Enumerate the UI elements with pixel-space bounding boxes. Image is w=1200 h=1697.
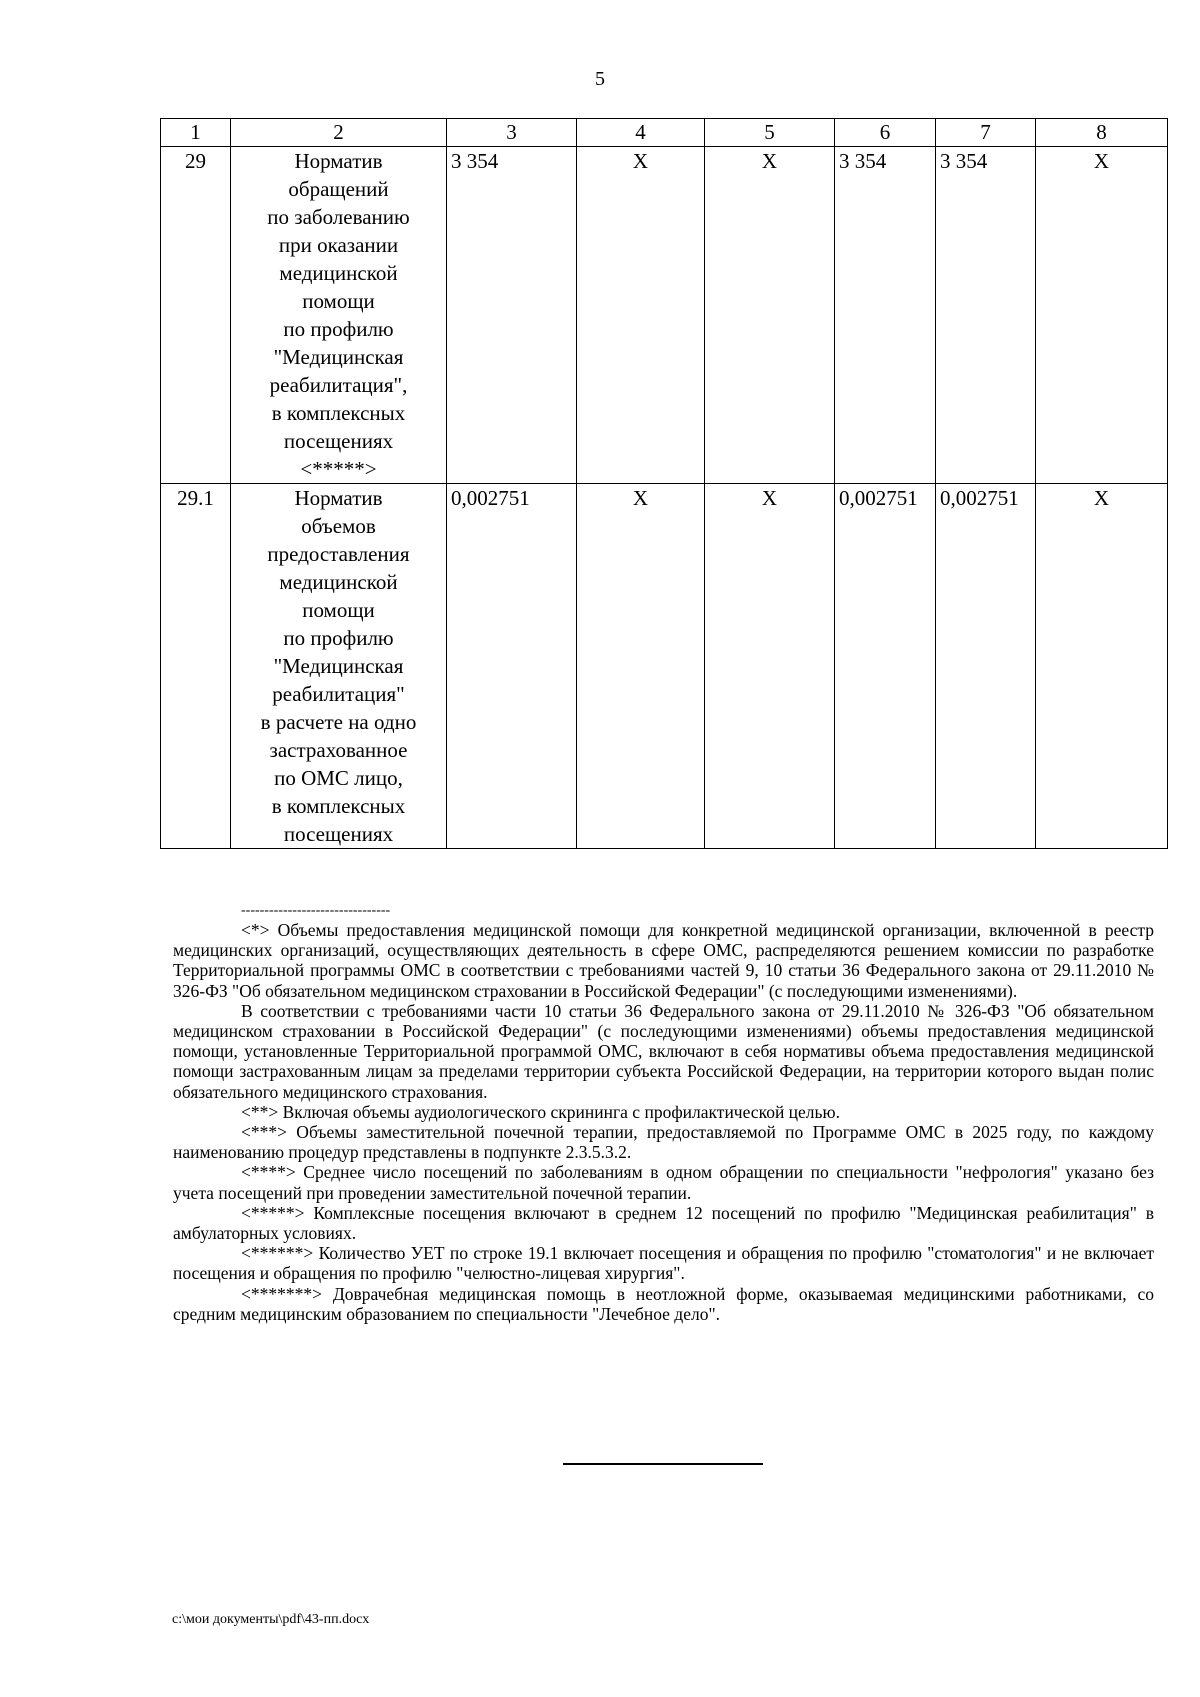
cell-col-6: 0,002751	[835, 484, 936, 849]
name-line: обращений	[288, 177, 389, 201]
name-line: медицинской	[279, 261, 398, 285]
cell-col-8: X	[1036, 484, 1168, 849]
row-number: 29.1	[161, 484, 231, 849]
header-col-4: 4	[577, 119, 705, 147]
name-line: по ОМС лицо,	[274, 766, 403, 790]
name-line: медицинской	[279, 570, 398, 594]
volumes-table	[160, 118, 1168, 849]
name-line: по профилю	[283, 317, 394, 341]
cell-col-5: X	[705, 147, 835, 484]
header-col-3: 3	[447, 119, 577, 147]
footnote-1: <*> Объемы предоставления медицинской помощи для конкретной медицинской организации, включенной в реестр медицинских организаций, осуществляющих деятельность в сфере ОМС, распределяются решением комиссии по разработке Территориальной программы ОМС в соответствии с требованиями частей 9, 10 статьи 36 Федерального закона от 29.11.2010 № 326-ФЗ "Об обязательном медицинском страховании в Российской Федерации" (с последующими изменениями).	[173, 920, 1154, 1001]
cell-col-7: 0,002751	[936, 484, 1036, 849]
indicator-name	[231, 147, 447, 484]
name-line: в расчете на одно	[260, 710, 417, 734]
name-line: "Медицинская	[273, 345, 404, 369]
cell-col-4: X	[577, 147, 705, 484]
table-header-row	[161, 119, 1168, 147]
name-line: по профилю	[283, 626, 394, 650]
name-line: реабилитация"	[272, 682, 405, 706]
footnote-separator: --------------------------------	[241, 903, 391, 918]
cell-col-5: X	[705, 484, 835, 849]
cell-col-8: X	[1036, 147, 1168, 484]
cell-col-4: X	[577, 484, 705, 849]
name-line: по заболеванию	[267, 205, 410, 229]
header-col-5: 5	[705, 119, 835, 147]
name-line: при оказании	[278, 233, 399, 257]
header-col-1: 1	[161, 119, 231, 147]
name-line: посещениях	[283, 429, 394, 453]
indicator-name	[231, 484, 447, 849]
footnote-3: <***> Объемы заместительной почечной терапии, предоставляемой по Программе ОМС в 2025 году, по каждому наименованию процедур представлены в подпункте 2.3.5.3.2.	[173, 1122, 1154, 1163]
name-line: предоставления	[267, 542, 410, 566]
name-line: <*****>	[300, 457, 377, 481]
file-path: c:\мои документы\pdf\43-пп.docx	[172, 1612, 370, 1627]
name-line: объемов	[301, 514, 376, 538]
name-line: Норматив	[294, 486, 383, 510]
header-col-7: 7	[936, 119, 1036, 147]
name-line: реабилитация",	[269, 373, 408, 397]
footnote-2: <**> Включая объемы аудиологического скрининга с профилактической целью.	[241, 1101, 840, 1122]
name-line: в комплексных	[271, 401, 406, 425]
table-row	[161, 484, 1168, 849]
end-divider	[563, 1463, 763, 1465]
footnote-1-continued: В соответствии с требованиями части 10 статьи 36 Федерального закона от 29.11.2010 № 326-ФЗ "Об обязательном медицинском страховании в Российской Федерации" (с последующими изменениями) объемы предоставления медицинской помощи, установленные Территориальной программой ОМС, включают в себя нормативы объема предоставления медицинской помощи застрахованным лицам за пределами территории субъекта Российской Федерации, на территории которого выдан полис обязательного медицинского страхования.	[173, 1000, 1154, 1102]
cell-col-3: 0,002751	[447, 484, 577, 849]
header-col-8: 8	[1036, 119, 1168, 147]
table-row	[161, 147, 1168, 484]
footnotes	[173, 920, 1154, 1324]
cell-col-7: 3 354	[936, 147, 1036, 484]
footnote-7: <*******> Доврачебная медицинская помощь в неотложной форме, оказываемая медицинскими работниками, со средним медицинским образованием по специальности "Лечебное дело".	[173, 1283, 1154, 1324]
footnote-5: <*****> Комплексные посещения включают в среднем 12 посещений по профилю "Медицинская реабилитация" в амбулаторных условиях.	[173, 1202, 1154, 1244]
cell-col-6: 3 354	[835, 147, 936, 484]
footnote-6: <******> Количество УЕТ по строке 19.1 включает посещения и обращения по профилю "стоматология" и не включает посещения и обращения по профилю "челюстно-лицевая хирургия".	[173, 1243, 1154, 1284]
footnote-4: <****> Среднее число посещений по заболеваниям в одном обращении по специальности "нефрология" указано без учета посещений при проведении заместительной почечной терапии.	[173, 1162, 1154, 1203]
name-line: помощи	[302, 289, 375, 313]
name-line: Норматив	[294, 149, 383, 173]
name-line: "Медицинская	[273, 654, 404, 678]
name-line: в комплексных	[271, 794, 406, 818]
name-line: помощи	[302, 598, 375, 622]
name-line: застрахованное	[269, 738, 408, 762]
name-line: посещениях	[283, 822, 394, 846]
page-number: 5	[595, 68, 605, 90]
cell-col-3: 3 354	[447, 147, 577, 484]
header-col-6: 6	[835, 119, 936, 147]
header-col-2: 2	[231, 119, 447, 147]
row-number: 29	[161, 147, 231, 484]
